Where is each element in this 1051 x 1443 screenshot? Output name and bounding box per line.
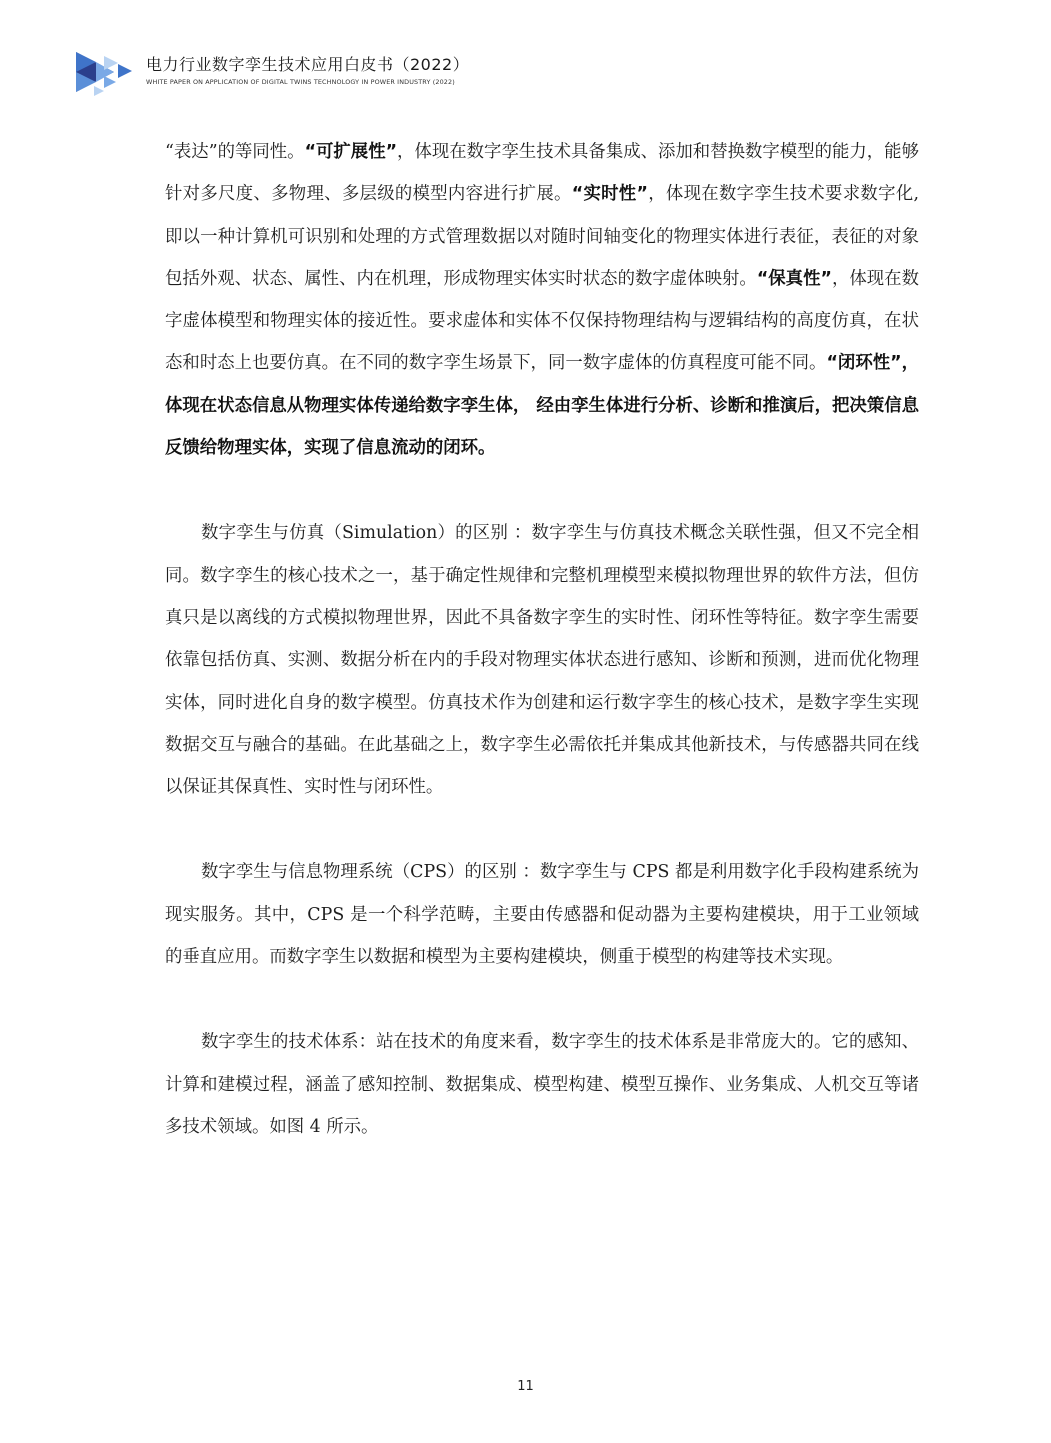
bold-term-fidelity: “保真性”: [756, 268, 832, 289]
bold-term-scalability: “可扩展性”: [304, 142, 398, 162]
text-segment: 数字孪生与信息物理系统（CPS）的区别 ：数字孪生与 CPS 都是利用数字化手段构建系统为现实服务。其中，CPS 是一个科学范畴，主要由传感器和促动器为主要构建模块，用于工业领域的垂直应用。而数字孪生以数据和模型为主要构建模块，侧重于模型的构建等技术实现。: [165, 862, 919, 968]
text-segment: “表达”的等同性。: [165, 142, 305, 162]
text-segment: 数字孪生与仿真（Simulation）的区别 ：数字孪生与仿真技术概念关联性强，但又不完全相同。数字孪生的核心技术之一，基于确定性规律和完整机理模型来模拟物理世界的软件方法，但仿真只是以离线的方式模拟物理世界，因此不具备数字孪生的实时性、闭环性等特征。数字孪生需要依靠包括仿真、实测、数据分析在内的手段对物理实体状态进行感知、诊断和预测，进而优化物理实体，同时进化自身的数字模型。仿真技术作为创建和运行数字孪生的核心技术，是数字孪生实现数据交互与融合的基础。在此基础之上，数字孪生必需依托并集成其他新技术，与传感器共同在线以保证其保真性、实时性与闭环性。: [165, 523, 919, 798]
page-number: 11: [517, 1379, 534, 1394]
paragraph-cps: [165, 851, 919, 978]
body-content: [165, 131, 919, 1148]
page-header: [74, 40, 494, 100]
paragraph-tech-system: [165, 1021, 919, 1148]
text-segment: ，体现在数字孪生技术具备集成、添加和替换数字模型的能力，能够针对多尺度、多物理、多层级的模型内容进行扩展。: [165, 142, 919, 205]
paragraph-properties: [165, 131, 919, 469]
triangle-play-logo-icon: [74, 46, 136, 98]
paragraph-gap: [165, 978, 919, 1021]
bold-term-closed-loop: “闭环性”，体现在状态信息从物理实体传递给数字孪生体， 经由孪生体进行分析、诊断和推演后，把决策信息反馈给物理实体，实现了信息流动的闭环。: [165, 353, 919, 459]
text-segment: ，体现在数字孪生技术要求数字化,即以一种计算机可识别和处理的方式管理数据以对随时间轴变化的物理实体进行表征，表征的对象包括外观、状态、属性、内在机理，形成物理实体实时状态的数字虚体映射。: [165, 184, 919, 289]
text-segment: ，体现在数字虚体模型和物理实体的接近性。要求虚体和实体不仅保持物理结构与逻辑结构的高度仿真，在状态和时态上也要仿真。在不同的数字孪生场景下，同一数字虚体的仿真程度可能不同。: [165, 268, 919, 374]
paragraph-simulation: [165, 512, 919, 808]
bold-term-real-time: “实时性”: [571, 184, 648, 205]
header-subtitle: WHITE PAPER ON APPLICATION OF DIGITAL TWINS TECHNOLOGY IN POWER INDUSTRY (2022): [146, 78, 455, 86]
paragraph-gap: [165, 808, 919, 851]
paragraph-gap: [165, 469, 919, 512]
header-title: 电力行业数字孪生技术应用白皮书（2022）: [146, 55, 470, 74]
text-segment: 数字孪生的技术体系：站在技术的角度来看，数字孪生的技术体系是非常庞大的。它的感知、计算和建模过程，涵盖了感知控制、数据集成、模型构建、模型互操作、业务集成、人机交互等诸多技术领域。如图 4 所示。: [165, 1032, 919, 1137]
